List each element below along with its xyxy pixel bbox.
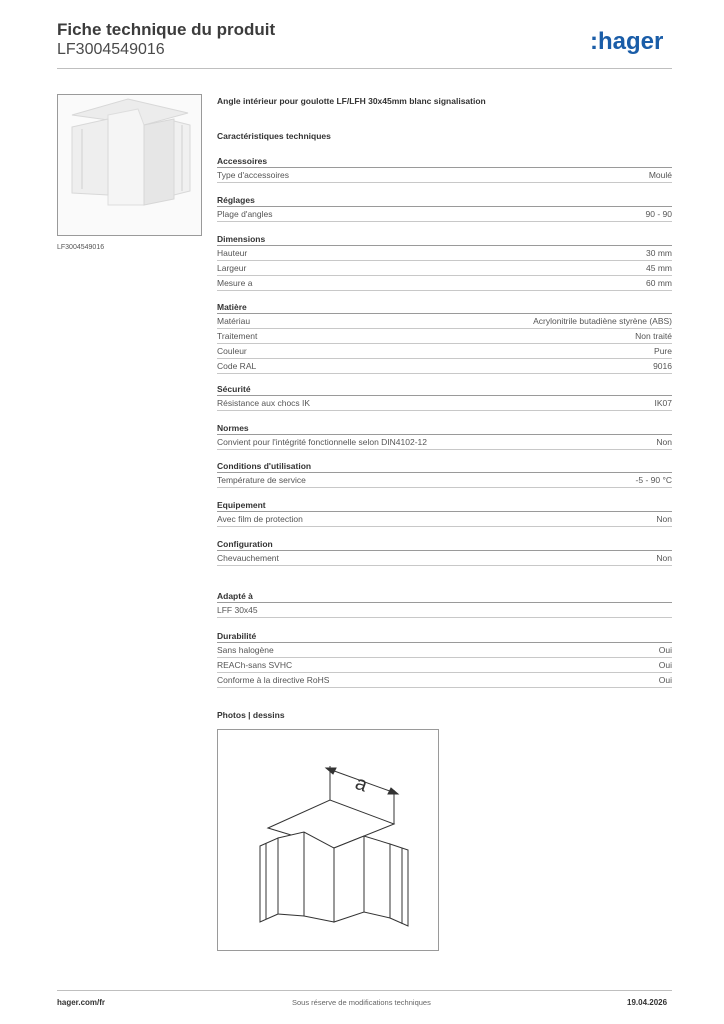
photos-section-title: Photos | dessins <box>217 710 285 720</box>
spec-label: Conforme à la directive RoHS <box>217 675 330 685</box>
spec-row <box>217 512 672 527</box>
spec-row <box>217 658 672 673</box>
spec-value: 60 mm <box>646 278 672 288</box>
spec-label: Résistance aux chocs IK <box>217 398 311 408</box>
spec-group-title: Conditions d'utilisation <box>217 460 672 473</box>
spec-group-durabilite <box>217 630 672 688</box>
spec-label: Largeur <box>217 263 247 273</box>
document-header <box>57 20 275 59</box>
product-reference: LF3004549016 <box>57 41 165 58</box>
spec-value: Non traité <box>635 331 672 341</box>
dimension-drawing <box>218 730 438 950</box>
spec-group-equipement <box>217 499 672 527</box>
spec-label: Hauteur <box>217 248 248 258</box>
spec-group-adapte <box>217 590 672 618</box>
spec-group-reglages <box>217 194 672 222</box>
spec-label: Température de service <box>217 475 306 485</box>
spec-label: Code RAL <box>217 361 257 371</box>
spec-row <box>217 276 672 291</box>
spec-label: Couleur <box>217 346 247 356</box>
spec-group-title: Sécurité <box>217 383 672 396</box>
spec-row <box>217 246 672 261</box>
spec-group-title: Configuration <box>217 538 672 551</box>
spec-row <box>217 344 672 359</box>
spec-value: Non <box>656 553 672 563</box>
product-photo-illustration <box>58 95 201 235</box>
spec-value: Oui <box>658 645 672 655</box>
spec-value: -5 - 90 °C <box>635 475 672 485</box>
hager-logo <box>590 27 674 55</box>
spec-label: Plage d'angles <box>217 209 273 219</box>
spec-group-title: Adapté à <box>217 590 672 603</box>
spec-row <box>217 359 672 374</box>
spec-row <box>217 435 672 450</box>
spec-group-dimensions <box>217 233 672 291</box>
spec-group-title: Dimensions <box>217 233 672 246</box>
dimension-label-a: a <box>352 772 371 797</box>
spec-group-title: Accessoires <box>217 155 672 168</box>
spec-value: 9016 <box>653 361 672 371</box>
footer-disclaimer: Sous réserve de modifications techniques <box>292 998 431 1007</box>
spec-label: Traitement <box>217 331 258 341</box>
spec-row <box>217 168 672 183</box>
spec-label: Avec film de protection <box>217 514 303 524</box>
spec-label: Convient pour l'intégrité fonctionnelle selon DIN4102-12 <box>217 437 428 447</box>
spec-value: IK07 <box>654 398 672 408</box>
footer-date: 19.04.2026 <box>627 998 668 1007</box>
spec-row <box>217 396 672 411</box>
footer-website-link[interactable]: hager.com/fr <box>57 998 106 1007</box>
spec-group-normes <box>217 422 672 450</box>
spec-group-securite <box>217 383 672 411</box>
spec-value: 30 mm <box>646 248 672 258</box>
specs-section-title: Caractéristiques techniques <box>217 131 331 141</box>
spec-row <box>217 207 672 222</box>
spec-value: Acrylonitrile butadiène styrène (ABS) <box>533 316 672 326</box>
spec-value: 45 mm <box>646 263 672 273</box>
spec-value: Oui <box>658 660 672 670</box>
spec-label: Type d'accessoires <box>217 170 290 180</box>
spec-group-title: Durabilité <box>217 630 672 643</box>
spec-row <box>217 473 672 488</box>
spec-group-title: Réglages <box>217 194 672 207</box>
spec-value: Pure <box>654 346 672 356</box>
spec-label: REACh-sans SVHC <box>217 660 293 670</box>
spec-group-title: Normes <box>217 422 672 435</box>
spec-group-accessoires <box>217 155 672 183</box>
product-image-caption: LF3004549016 <box>57 244 105 251</box>
spec-value: Moulé <box>648 170 672 180</box>
spec-value: Non <box>656 514 672 524</box>
header-divider <box>57 68 672 69</box>
document-title: Fiche technique du produit <box>57 20 276 39</box>
spec-group-title: Equipement <box>217 499 672 512</box>
spec-value: 90 - 90 <box>645 209 672 219</box>
spec-label: LFF 30x45 <box>217 605 258 615</box>
spec-row <box>217 643 672 658</box>
product-name: Angle intérieur pour goulotte LF/LFH 30x45mm blanc signalisation <box>217 96 486 106</box>
spec-row <box>217 551 672 566</box>
spec-group-title: Matière <box>217 301 672 314</box>
logo-text: :hager <box>590 28 664 55</box>
spec-label: Chevauchement <box>217 553 279 563</box>
spec-row <box>217 673 672 688</box>
spec-value: Oui <box>658 675 672 685</box>
spec-label: Mesure a <box>217 278 253 288</box>
spec-row <box>217 261 672 276</box>
spec-row <box>217 603 672 618</box>
spec-group-conditions <box>217 460 672 488</box>
spec-row <box>217 314 672 329</box>
spec-group-matiere <box>217 301 672 374</box>
technical-drawing <box>217 729 439 951</box>
spec-label: Matériau <box>217 316 251 326</box>
footer-divider <box>57 990 672 991</box>
product-image <box>57 94 202 236</box>
spec-group-configuration <box>217 538 672 566</box>
spec-label: Sans halogène <box>217 645 274 655</box>
spec-row <box>217 329 672 344</box>
spec-value: Non <box>656 437 672 447</box>
